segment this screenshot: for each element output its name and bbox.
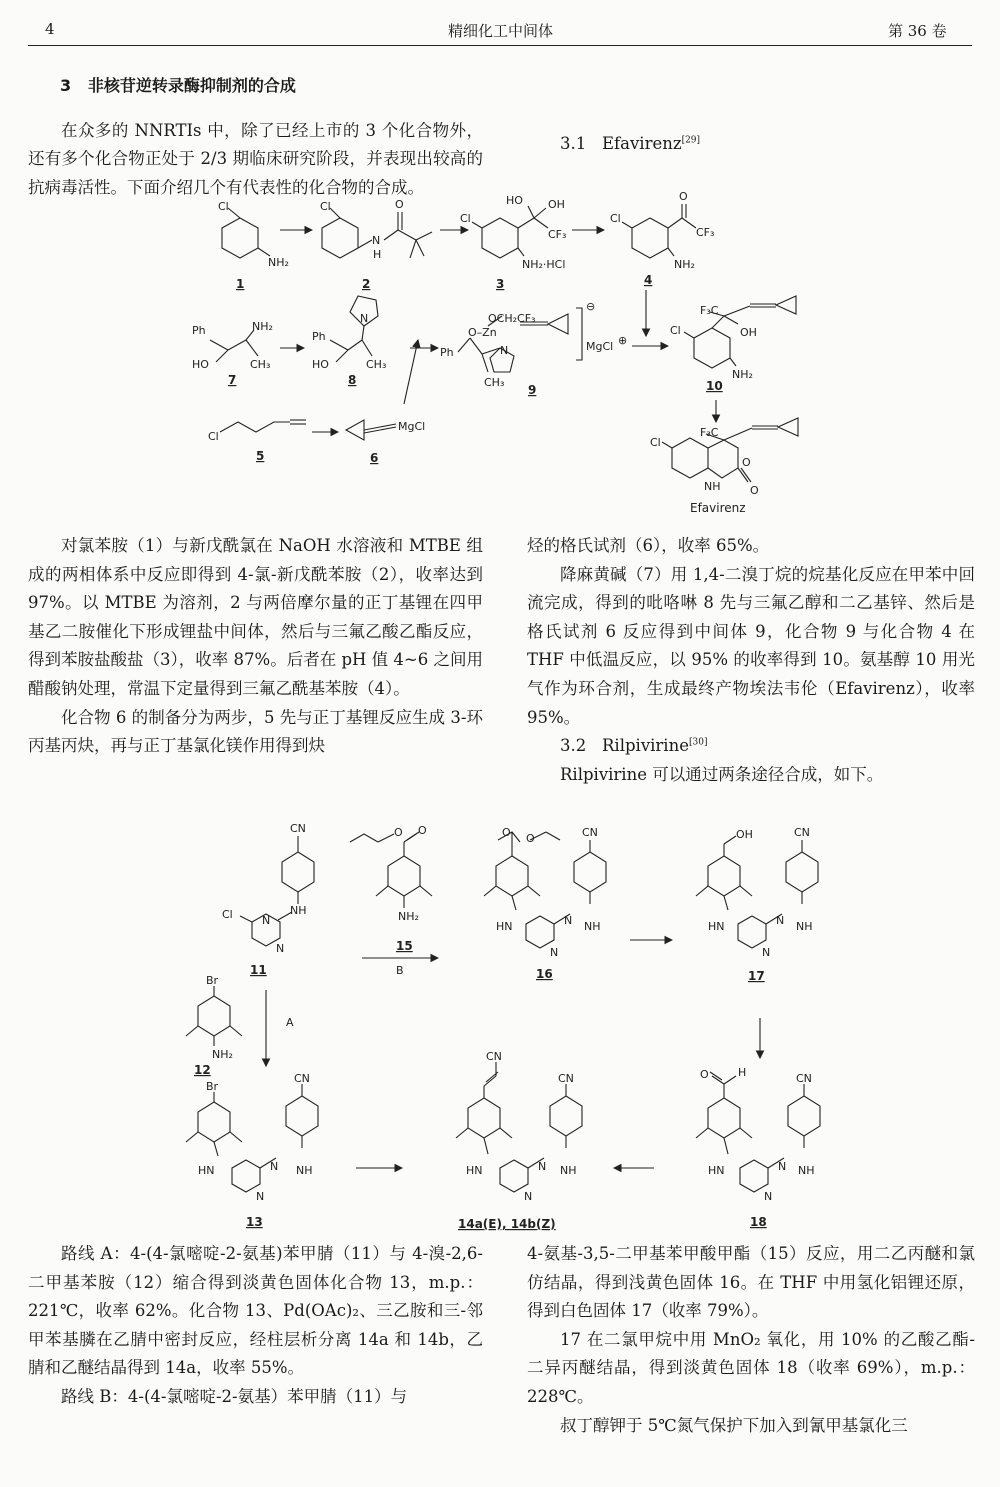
left-column-mid xyxy=(28,532,483,761)
intro-paragraph: 在众多的 NNRTIs 中，除了已经上市的 3 个化合物外，还有多个化合物正处于 2/3 期临床研究阶段，并表现出较高的抗病毒活性。下面介绍几个有代表性的化合物的合成。 xyxy=(28,120,483,197)
svg-text:Br: Br xyxy=(206,974,219,987)
svg-text:HO: HO xyxy=(192,358,209,371)
svg-text:H: H xyxy=(738,1066,747,1079)
svg-text:NH₂: NH₂ xyxy=(268,256,289,269)
svg-text:CN: CN xyxy=(294,1072,310,1085)
svg-text:O: O xyxy=(742,456,751,469)
compound-label-6: 6 xyxy=(370,451,379,465)
svg-text:O: O xyxy=(394,826,403,839)
svg-text:Cl: Cl xyxy=(670,324,681,337)
route-b-label: B xyxy=(396,964,404,977)
svg-text:NH: NH xyxy=(584,920,601,933)
svg-text:HN: HN xyxy=(496,920,513,933)
svg-text:CF₃: CF₃ xyxy=(548,228,567,241)
svg-text:N: N xyxy=(538,1160,547,1173)
svg-text:CH₃: CH₃ xyxy=(366,358,387,371)
svg-text:N: N xyxy=(262,914,271,927)
compound-label-17: 17 xyxy=(748,969,765,983)
right-column-bottom xyxy=(527,1240,975,1440)
svg-text:O: O xyxy=(526,832,535,845)
svg-text:N: N xyxy=(764,1190,773,1203)
svg-text:NH: NH xyxy=(704,480,721,493)
svg-text:N: N xyxy=(778,1160,787,1173)
compound-10-structure xyxy=(670,296,796,381)
svg-text:Cl: Cl xyxy=(610,212,621,225)
route-a-label: A xyxy=(286,1016,294,1029)
efavirenz-name-label: Efavirenz xyxy=(690,501,746,515)
svg-text:CN: CN xyxy=(796,1072,812,1085)
svg-text:H: H xyxy=(373,248,382,261)
paragraph-route-a: 路线 A：4-(4-氯嘧啶-2-氨基)苯甲腈（11）与 4-溴-2,6-二甲基苯胺（12）缩合得到淡黄色固体化合物 13，m.p.：221℃，收率 62%。化合物 13、Pd(OAc)₂、三乙胺和三-邻甲苯基膦在乙腈中密封反应，经柱层析分离 14a 和 14b，乙腈和乙醚结晶得到 14a，收率 55%。 xyxy=(28,1244,483,1378)
svg-text:NH₂: NH₂ xyxy=(674,258,695,271)
volume-label: 第 36 卷 xyxy=(888,22,947,40)
svg-text:NH₂: NH₂ xyxy=(212,1048,233,1061)
compound-label-13: 13 xyxy=(246,1215,263,1229)
svg-text:O: O xyxy=(700,1068,709,1081)
rilpivirine-synthesis-scheme xyxy=(0,820,1000,1240)
compound-label-18: 18 xyxy=(750,1215,767,1229)
right-column-top xyxy=(527,130,975,159)
efavirenz-synthesis-scheme xyxy=(0,188,1000,528)
compound-label-14: 14a(E), 14b(Z) xyxy=(458,1217,556,1231)
page-number: 4 xyxy=(45,20,55,38)
svg-text:O: O xyxy=(750,484,759,497)
svg-text:OH: OH xyxy=(548,198,565,211)
svg-text:O: O xyxy=(502,826,511,839)
header-rule xyxy=(28,45,972,46)
svg-text:N: N xyxy=(776,914,785,927)
svg-text:O: O xyxy=(395,198,404,211)
svg-text:F₃C: F₃C xyxy=(700,304,719,317)
svg-text:Cl: Cl xyxy=(208,430,219,443)
arrow-6-to-9 xyxy=(404,340,418,404)
svg-text:NH: NH xyxy=(296,1164,313,1177)
svg-text:CN: CN xyxy=(486,1050,502,1063)
compound-14-structure xyxy=(456,1050,582,1203)
compound-label-3: 3 xyxy=(496,277,505,291)
svg-text:CN: CN xyxy=(558,1072,574,1085)
svg-text:N: N xyxy=(524,1190,533,1203)
compound-7-structure xyxy=(192,320,273,371)
compound-label-8: 8 xyxy=(348,373,357,387)
compound-4-structure xyxy=(610,190,714,271)
svg-text:MgCl: MgCl xyxy=(398,420,426,433)
svg-text:F₃C: F₃C xyxy=(700,426,719,439)
compound-label-2: 2 xyxy=(362,277,371,291)
svg-text:NH: NH xyxy=(560,1164,577,1177)
svg-text:⊕: ⊕ xyxy=(618,334,628,347)
compound-label-11: 11 xyxy=(250,963,267,977)
compound-13-structure xyxy=(186,1072,318,1203)
paragraph-grignard-yield: 烃的格氏试剂（6），收率 65%。 xyxy=(527,536,770,555)
svg-text:NH: NH xyxy=(796,920,813,933)
left-column-bottom xyxy=(28,1240,483,1412)
compound-label-7: 7 xyxy=(228,373,237,387)
compound-3-structure xyxy=(460,194,566,271)
svg-text:Cl: Cl xyxy=(222,908,233,921)
svg-text:Cl: Cl xyxy=(650,436,661,449)
paragraph-route-b-cont: 4-氨基-3,5-二甲基苯甲酸甲酯（15）反应，用二乙丙醚和氯仿结晶，得到浅黄色固体 16。在 THF 中用氢化铝锂还原，得到白色固体 17（收率 79%）。 xyxy=(527,1244,975,1321)
compound-label-9: 9 xyxy=(528,383,537,397)
svg-text:HN: HN xyxy=(708,920,725,933)
svg-text:N: N xyxy=(270,1160,279,1173)
svg-text:Cl: Cl xyxy=(460,212,471,225)
compound-6-structure xyxy=(346,420,425,440)
svg-text:NH: NH xyxy=(798,1164,815,1177)
efavirenz-structure xyxy=(650,418,798,497)
compound-5-structure xyxy=(208,420,306,443)
svg-text:N: N xyxy=(256,1190,265,1203)
svg-text:Br: Br xyxy=(206,1080,219,1093)
svg-text:Cl: Cl xyxy=(218,200,229,213)
svg-text:N: N xyxy=(762,946,771,959)
svg-text:CH₃: CH₃ xyxy=(250,358,271,371)
svg-text:N: N xyxy=(550,946,559,959)
svg-text:NH₂: NH₂ xyxy=(252,320,273,333)
left-column-top xyxy=(28,72,483,202)
svg-text:NH: NH xyxy=(290,904,307,917)
svg-text:Ph: Ph xyxy=(192,324,206,337)
compound-12-structure xyxy=(186,974,242,1061)
paragraph-route-b-start: 路线 B：4-(4-氯嘧啶-2-氨基）苯甲腈（11）与 xyxy=(61,1386,408,1406)
journal-name: 精细化工中间体 xyxy=(448,22,554,40)
compound-label-12: 12 xyxy=(194,1063,211,1077)
compound-label-5: 5 xyxy=(256,449,265,463)
svg-text:HO: HO xyxy=(506,194,523,207)
svg-text:N: N xyxy=(500,344,509,357)
compound-label-4: 4 xyxy=(644,273,653,287)
svg-text:⊖: ⊖ xyxy=(586,300,596,313)
svg-text:Ph: Ph xyxy=(312,330,326,343)
subsection-3-1-heading: 3.1 Efavirenz[29] xyxy=(560,134,701,153)
right-column-mid xyxy=(527,532,975,789)
compound-label-1: 1 xyxy=(236,277,245,291)
svg-text:MgCl: MgCl xyxy=(586,340,614,353)
compound-17-structure xyxy=(696,826,818,959)
svg-text:NH₂: NH₂ xyxy=(398,910,419,923)
paragraph-compound-6-prep: 化合物 6 的制备分为两步，5 先与正丁基锂反应生成 3-环丙基丙炔，再与正丁基氯化镁作用得到炔 xyxy=(28,707,483,756)
svg-text:N: N xyxy=(360,312,369,325)
compound-15-structure xyxy=(350,824,432,923)
subsection-3-2-heading: 3.2 Rilpivirine[30] xyxy=(560,736,708,756)
compound-label-16: 16 xyxy=(536,967,553,981)
svg-text:N: N xyxy=(564,914,573,927)
svg-text:CF₃: CF₃ xyxy=(696,226,715,239)
svg-text:CN: CN xyxy=(794,826,810,839)
svg-text:O: O xyxy=(679,190,688,203)
svg-text:HO: HO xyxy=(312,358,329,371)
compound-18-structure xyxy=(696,1066,820,1203)
compound-11-structure xyxy=(222,822,314,955)
svg-text:CN: CN xyxy=(582,826,598,839)
compound-label-15: 15 xyxy=(396,939,413,953)
svg-text:CN: CN xyxy=(290,822,306,835)
paragraph-compound-17-oxidation: 17 在二氯甲烷中用 MnO₂ 氧化，用 10% 的乙酸乙酯-二异丙醚结晶，得到淡黄色固体 18（收率 69%），m.p.：228℃。 xyxy=(527,1329,975,1406)
compound-8-structure xyxy=(312,296,386,371)
svg-text:HN: HN xyxy=(198,1164,215,1177)
svg-text:NH₂: NH₂ xyxy=(732,368,753,381)
compound-label-10: 10 xyxy=(706,379,723,393)
compound-2-structure xyxy=(320,198,432,261)
svg-text:OH: OH xyxy=(736,828,753,841)
svg-text:OH: OH xyxy=(740,326,757,339)
paragraph-norephedrine: 降麻黄碱（7）用 1,4-二溴丁烷的烷基化反应在甲苯中回流完成，得到的吡咯啉 8 先与三氟乙醇和二乙基锌、然后是格氏试剂 6 反应得到中间体 9，化合物 9 与化合物 4 在 THF 中低温反应，以 95% 的收率得到 10。氨基醇 10 用光气作为环合剂，生成最终产物埃法韦伦（Efavirenz），收率 95%。 xyxy=(527,564,975,727)
svg-text:O–Zn: O–Zn xyxy=(468,326,497,339)
svg-text:Ph: Ph xyxy=(440,346,454,359)
paragraph-rilpivirine-routes: Rilpivirine 可以通过两条途径合成，如下。 xyxy=(560,764,884,784)
svg-text:HN: HN xyxy=(708,1164,725,1177)
svg-text:N: N xyxy=(276,942,285,955)
svg-text:HN: HN xyxy=(466,1164,483,1177)
paragraph-compound-1-to-4: 对氯苯胺（1）与新戊酰氯在 NaOH 水溶液和 MTBE 组成的两相体系中反应即得到 4-氯-新戊酰苯胺（2），收率达到 97%。以 MTBE 为溶剂，2 与两倍摩尔量的正丁基锂在四甲基乙二胺催化下形成锂盐中间体，然后与三氟乙酸乙酯反应，得到苯胺盐酸盐（3），收率 87%。后者在 pH 值 4~6 之间用醋酸钠处理，常温下定量得到三氟乙酰基苯胺（4）。 xyxy=(28,536,483,698)
svg-text:O: O xyxy=(418,824,427,837)
paragraph-potassium-tbutoxide: 叔丁醇钾于 5℃氮气保护下加入到氰甲基氯化三 xyxy=(560,1415,908,1435)
svg-text:OCH₂CF₃: OCH₂CF₃ xyxy=(488,312,536,325)
svg-text:N: N xyxy=(372,234,381,247)
svg-text:Cl: Cl xyxy=(320,200,331,213)
section-3-heading: 3 非核苷逆转录酶抑制剂的合成 xyxy=(60,76,296,95)
svg-text:NH₂·HCl: NH₂·HCl xyxy=(522,258,566,271)
compound-1-structure xyxy=(218,200,289,269)
compound-9-structure xyxy=(440,300,627,389)
svg-text:CH₃: CH₃ xyxy=(484,376,505,389)
compound-16-structure xyxy=(484,826,606,959)
